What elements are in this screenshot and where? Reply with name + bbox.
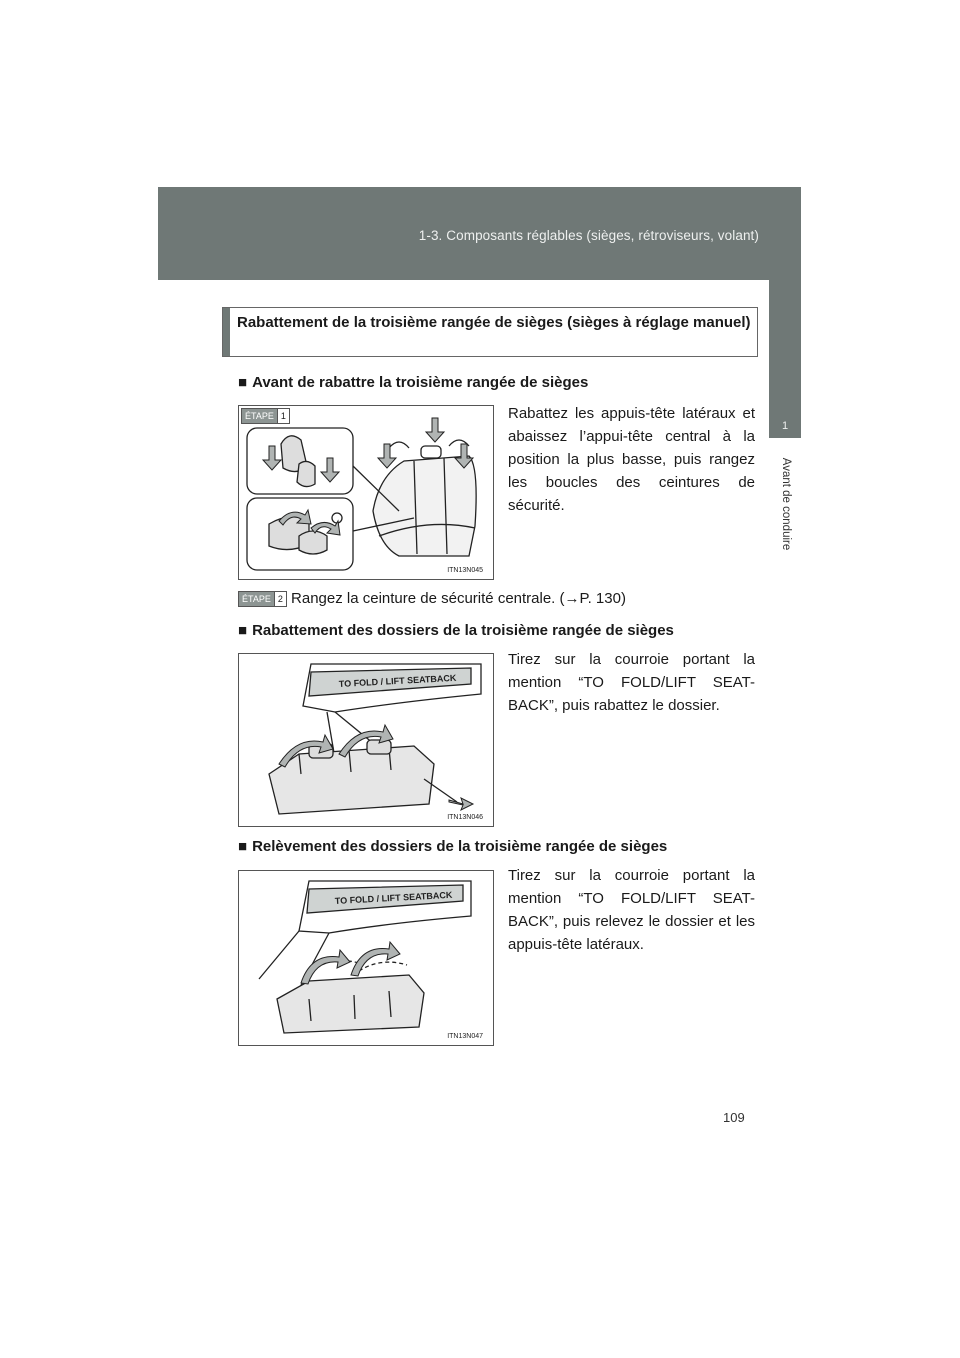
bullet-square-icon: ■ — [238, 838, 248, 855]
section-heading-text: Rabattement des dossiers de la troisième rangée de sièges — [252, 622, 674, 639]
step-badge-1: ÉTAPE 1 — [241, 408, 290, 424]
section-title: 1-3. Composants réglables (sièges, rétroviseurs, volant) — [418, 228, 759, 243]
strap-label: TO FOLD / LIFT SEATBACK — [334, 889, 453, 906]
chapter-tab — [769, 280, 801, 438]
chapter-number: 1 — [781, 420, 789, 432]
chapter-label: Avant de conduire — [780, 457, 792, 551]
strap-label: TO FOLD / LIFT SEATBACK — [338, 672, 457, 689]
bullet-square-icon: ■ — [238, 622, 248, 639]
step-badge-2: ÉTAPE 2 — [238, 591, 287, 607]
figure-lift-seatback — [238, 870, 494, 1046]
section-heading-1 — [238, 374, 588, 391]
section-heading-2 — [238, 622, 674, 639]
step-2 — [238, 590, 626, 607]
header-band — [158, 187, 801, 280]
seat-illustration-2 — [239, 654, 493, 826]
step-2-text: Rangez la ceinture de sécurité centrale. (→P. 130) — [291, 590, 626, 607]
figure-code: ITN13N045 — [447, 567, 483, 574]
seat-illustration-3 — [239, 871, 493, 1045]
figure-headrests — [238, 405, 494, 580]
section-heading-3 — [238, 838, 667, 855]
figure-fold-seatback — [238, 653, 494, 827]
bullet-square-icon: ■ — [238, 374, 248, 391]
figure-code: ITN13N046 — [447, 814, 483, 821]
title-box — [222, 307, 758, 357]
paragraph-3: Tirez sur la courroie portant la mention “TO FOLD/LIFT SEAT-BACK”, puis relevez le dossier et les appuis-tête latéraux. — [508, 867, 755, 953]
section-heading-text: Avant de rabattre la troisième rangée de sièges — [252, 374, 589, 391]
paragraph-2: Tirez sur la courroie portant la mention “TO FOLD/LIFT SEAT-BACK”, puis rabattez le dossier. — [508, 651, 755, 714]
page-title: Rabattement de la troisième rangée de sièges (sièges à réglage manuel) — [237, 314, 751, 331]
title-accent-bar — [223, 308, 230, 356]
page-number: 109 — [723, 1110, 745, 1125]
figure-code: ITN13N047 — [447, 1033, 483, 1040]
chapter-label-wrapper — [777, 452, 795, 562]
section-heading-text: Relèvement des dossiers de la troisième rangée de sièges — [252, 838, 668, 855]
seat-illustration-1 — [239, 406, 493, 579]
paragraph-1: Rabattez les appuis-tête latéraux et abaissez l’appui-tête central à la position la plus basse, puis rangez les boucles des ceintures de sécurité. — [508, 405, 755, 514]
